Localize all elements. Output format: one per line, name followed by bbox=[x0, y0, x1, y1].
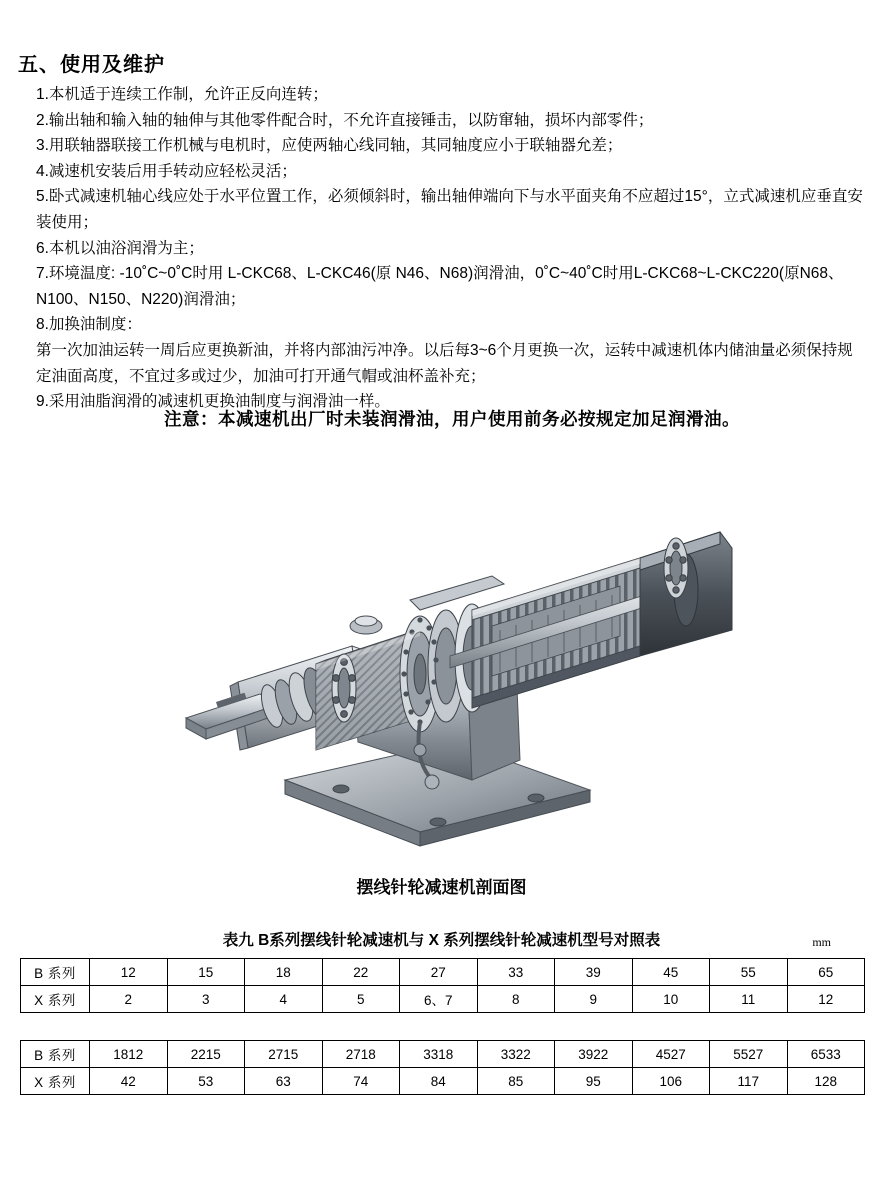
cell2-x-1: 42 bbox=[90, 1068, 168, 1095]
cell-b-3: 18 bbox=[245, 959, 323, 986]
cell2-x-6: 85 bbox=[477, 1068, 555, 1095]
figure-caption: 摆线针轮减速机剖面图 bbox=[356, 878, 527, 897]
paragraph-3: 3.用联轴器联接工作机械与电机时，应使两轴心线同轴，其同轴度应小于联轴器允差； bbox=[36, 137, 623, 155]
unit-label: mm bbox=[812, 935, 831, 949]
body-text-block bbox=[36, 82, 868, 415]
cell-x-6: 8 bbox=[477, 986, 555, 1013]
cell2-b-6: 3322 bbox=[477, 1041, 555, 1068]
paragraph-4: 4.减速机安装后用手转动应轻松灵活； bbox=[36, 162, 297, 180]
cell2-b-10: 6533 bbox=[787, 1041, 865, 1068]
row-label-x-series-2: X 系列 bbox=[21, 1068, 90, 1095]
cell-b-6: 33 bbox=[477, 959, 555, 986]
cell-x-2: 3 bbox=[167, 986, 245, 1013]
notice-text: 注意：本减速机出厂时未装润滑油，用户使用前务必按规定加足润滑油。 bbox=[164, 409, 740, 429]
cell2-b-9: 5527 bbox=[710, 1041, 788, 1068]
paragraph-10: 9.采用油脂润滑的减速机更换油制度与润滑油一样。 bbox=[36, 393, 390, 411]
cell-x-5: 6、7 bbox=[400, 986, 478, 1013]
row-label-b-series: B 系列 bbox=[21, 959, 90, 986]
cell2-b-5: 3318 bbox=[400, 1041, 478, 1068]
cell-x-8: 10 bbox=[632, 986, 710, 1013]
paragraph-8: 8.加换油制度： bbox=[36, 316, 142, 334]
section-heading: 五、使用及维护 bbox=[18, 54, 165, 76]
table-row bbox=[21, 959, 865, 986]
cell2-b-7: 3922 bbox=[555, 1041, 633, 1068]
cell-x-1: 2 bbox=[90, 986, 168, 1013]
table-row bbox=[21, 986, 865, 1013]
table-title: 表九 B系列摆线针轮减速机与 X 系列摆线针轮减速机型号对照表 bbox=[222, 932, 661, 949]
cell-b-2: 15 bbox=[167, 959, 245, 986]
model-comparison-table-1 bbox=[20, 958, 865, 1013]
cell2-x-9: 117 bbox=[710, 1068, 788, 1095]
paragraph-6: 6.本机以油浴润滑为主； bbox=[36, 239, 204, 257]
cell2-b-8: 4527 bbox=[632, 1041, 710, 1068]
table-row bbox=[21, 1068, 865, 1095]
table-row bbox=[21, 1041, 865, 1068]
cell2-x-3: 63 bbox=[245, 1068, 323, 1095]
cell-x-4: 5 bbox=[322, 986, 400, 1013]
paragraph-2: 2.输出轴和输入轴的轴伸与其他零件配合时，不允许直接锤击，以防窜轴，损坏内部零件； bbox=[36, 111, 654, 129]
cell-b-8: 45 bbox=[632, 959, 710, 986]
paragraph-7: 7.环境温度: -10˚C~0˚C时用 L-CKC68、L-CKC46(原 N46、N68)润滑油，0˚C~40˚C时用L-CKC68~L-CKC220(原N68、N100、N150、N220)润滑油； bbox=[36, 265, 844, 308]
cell2-x-8: 106 bbox=[632, 1068, 710, 1095]
row-label-x-series: X 系列 bbox=[21, 986, 90, 1013]
cell2-x-5: 84 bbox=[400, 1068, 478, 1095]
cell2-b-1: 1812 bbox=[90, 1041, 168, 1068]
paragraph-5: 5.卧式减速机轴心线应处于水平位置工作，必须倾斜时，输出轴伸端向下与水平面夹角不应超过15°，立式减速机应垂直安装使用； bbox=[36, 188, 863, 231]
cell-x-7: 9 bbox=[555, 986, 633, 1013]
cell2-x-4: 74 bbox=[322, 1068, 400, 1095]
reducer-cutaway-illustration bbox=[120, 450, 770, 870]
cell-b-5: 27 bbox=[400, 959, 478, 986]
cell2-b-3: 2715 bbox=[245, 1041, 323, 1068]
cell-b-7: 39 bbox=[555, 959, 633, 986]
cell2-x-10: 128 bbox=[787, 1068, 865, 1095]
cell2-x-7: 95 bbox=[555, 1068, 633, 1095]
cell-b-4: 22 bbox=[322, 959, 400, 986]
cell2-b-4: 2718 bbox=[322, 1041, 400, 1068]
paragraph-9: 第一次加油运转一周后应更换新油，并将内部油污冲净。以后每3~6个月更换一次，运转中减速机体内储油量必须保持规定油面高度，不宜过多或过少，加油可打开通气帽或油杯盖补充； bbox=[36, 341, 853, 385]
model-comparison-table-2 bbox=[20, 1040, 865, 1095]
cell2-b-2: 2215 bbox=[167, 1041, 245, 1068]
reducer-cutaway-figure bbox=[120, 450, 770, 870]
paragraph-1: 1.本机适于连续工作制，允许正反向连转； bbox=[36, 86, 328, 103]
cell-x-3: 4 bbox=[245, 986, 323, 1013]
cell-x-9: 11 bbox=[710, 986, 788, 1013]
cell-b-9: 55 bbox=[710, 959, 788, 986]
cell-b-10: 65 bbox=[787, 959, 865, 986]
cell-x-10: 12 bbox=[787, 986, 865, 1013]
row-label-b-series-2: B 系列 bbox=[21, 1041, 90, 1068]
cell-b-1: 12 bbox=[90, 959, 168, 986]
cell2-x-2: 53 bbox=[167, 1068, 245, 1095]
